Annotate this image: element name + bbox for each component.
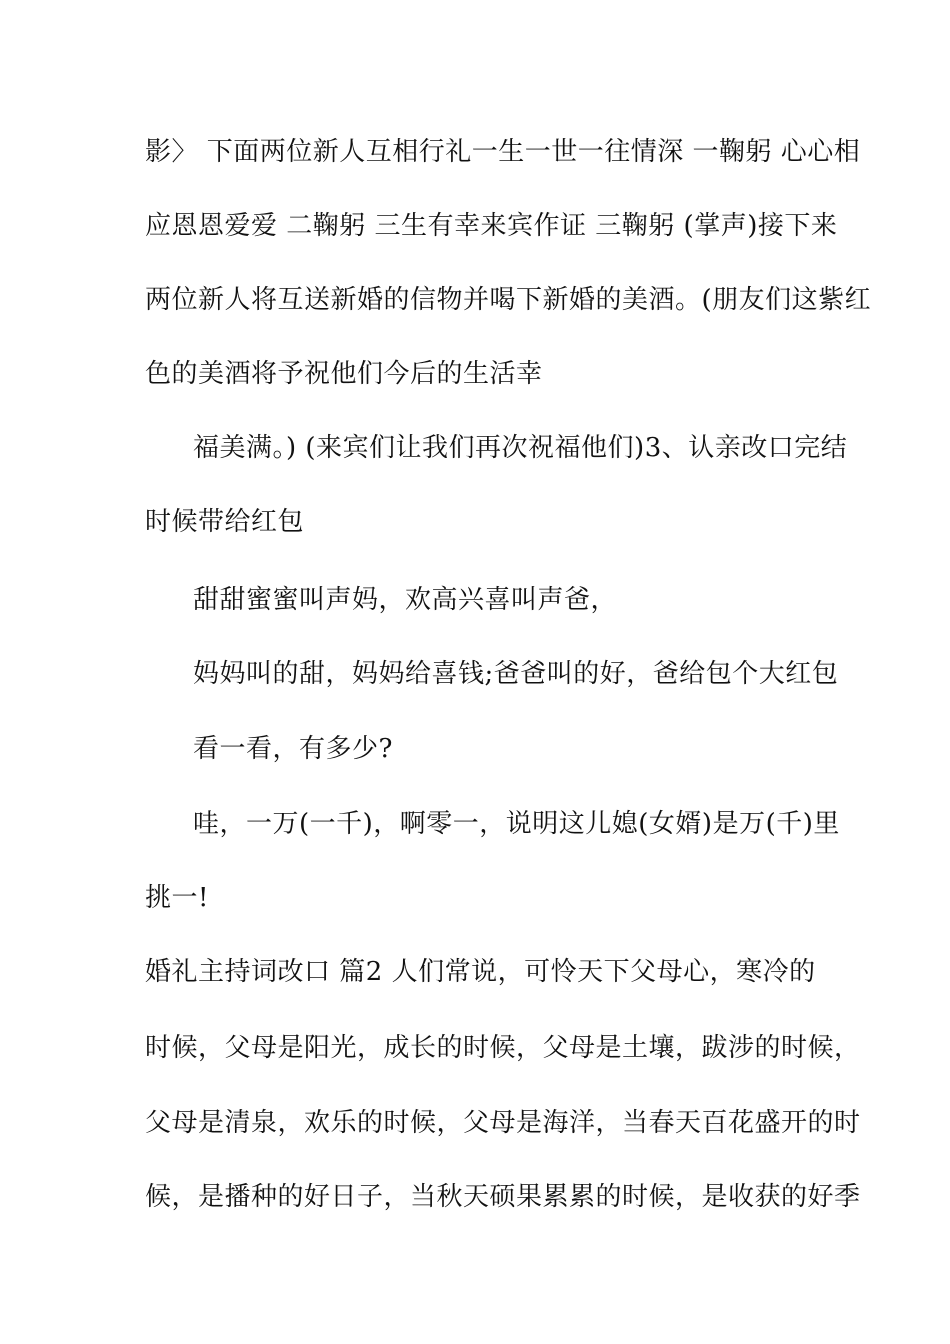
- text-line: 甜甜蜜蜜叫声妈，欢高兴喜叫声爸，: [193, 585, 618, 615]
- text-line: 挑一!: [145, 883, 209, 913]
- section-heading-line: 婚礼主持词改口 篇2 人们常说，可怜天下父母心，寒冷的: [145, 957, 816, 987]
- text-line: 影〉 下面两位新人互相行礼一生一世一往情深 一鞠躬 心心相: [145, 137, 861, 167]
- text-line: 色的美酒将予祝他们今后的生活幸: [145, 359, 543, 389]
- text-line: 两位新人将互送新婚的信物并喝下新婚的美酒。(朋友们这紫红: [145, 285, 872, 315]
- text-line: 父母是清泉，欢乐的时候，父母是海洋，当春天百花盛开的时: [145, 1108, 861, 1138]
- text-line: 看一看，有多少?: [193, 734, 393, 764]
- text-line: 妈妈叫的甜，妈妈给喜钱;爸爸叫的好，爸给包个大红包: [193, 659, 839, 689]
- text-line: 福美满。) (来宾们让我们再次祝福他们)3、认亲改口完结: [193, 433, 848, 463]
- text-line: 候，是播种的好日子，当秋天硕果累累的时候，是收获的好季: [145, 1182, 861, 1212]
- text-line: 时候带给红包: [145, 507, 305, 537]
- text-line: 应恩恩爱爱 二鞠躬 三生有幸来宾作证 三鞠躬 (掌声)接下来: [145, 211, 838, 241]
- text-line: 时候，父母是阳光，成长的时候，父母是土壤，跋涉的时候，: [145, 1033, 861, 1063]
- text-line: 哇，一万(一千)，啊零一，说明这儿媳(女婿)是万(千)里: [193, 809, 840, 839]
